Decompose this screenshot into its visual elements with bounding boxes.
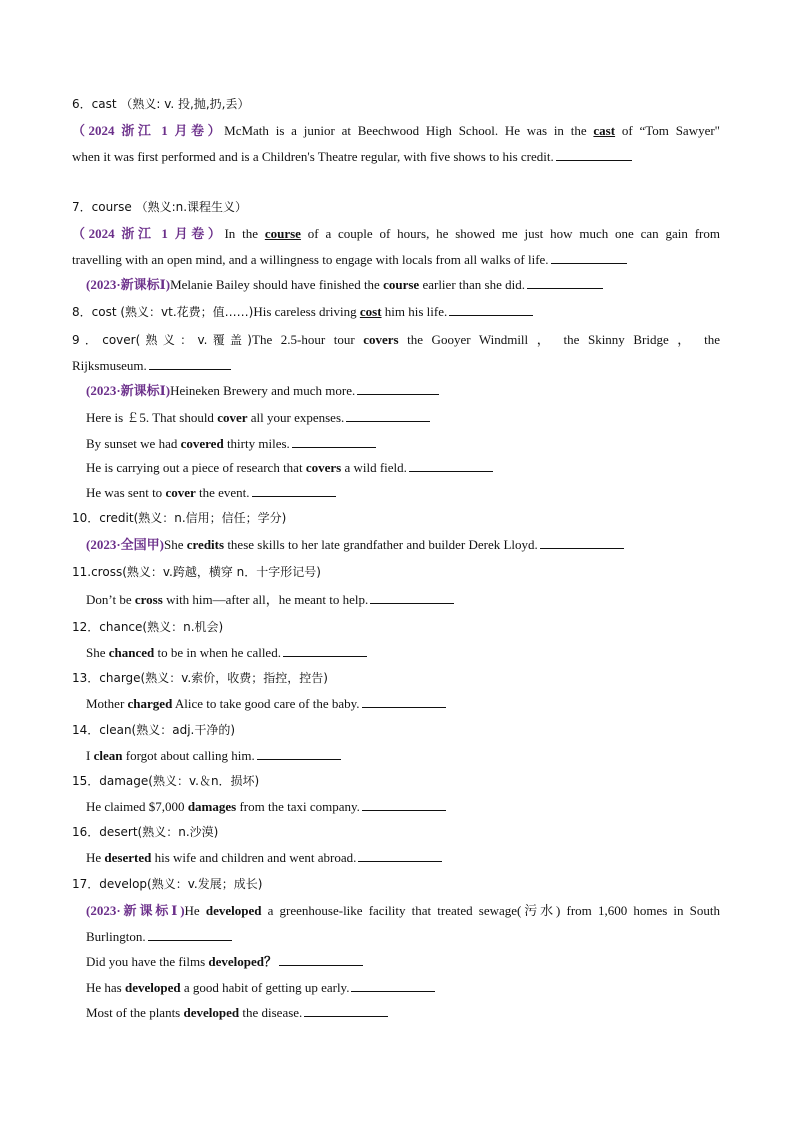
item-6-sentence-2: [72, 148, 632, 166]
sentence-text: He: [184, 903, 206, 918]
answer-blank[interactable]: [409, 459, 493, 472]
sentence-text: I: [86, 748, 94, 763]
answer-blank[interactable]: [556, 148, 632, 161]
sentence-text: to be in when he called.: [154, 645, 281, 660]
source-tag: （2024 浙江 1 月卷）: [72, 123, 225, 138]
item-7-heading: 7．course （熟义:n.课程生义）: [72, 200, 248, 214]
sentence-text: the disease.: [239, 1005, 303, 1020]
answer-blank[interactable]: [449, 303, 533, 316]
keyword: chanced: [108, 645, 155, 660]
answer-blank[interactable]: [551, 251, 627, 264]
sentence-text: travelling with an open mind, and a willingness to engage with locals from all walks of life.: [72, 252, 549, 267]
sentence-text: The 2.5-hour tour: [252, 332, 364, 347]
item-12-heading: 12．chance(熟义：n.机会): [72, 620, 224, 634]
sentence-text: Heineken Brewery and much more.: [170, 383, 356, 398]
sentence-text: these skills to her late grandfather and builder Derek Lloyd.: [224, 537, 538, 552]
item-17-sentence-cont: [86, 928, 232, 946]
answer-blank[interactable]: [362, 798, 446, 811]
item-15-heading: 15．damage(熟义：v.＆n．损坏): [72, 774, 260, 788]
item-17-sentence-1: [86, 902, 720, 920]
item-8-line: [72, 303, 533, 321]
sentence-text: Burlington.: [86, 929, 146, 944]
item-17-sentence-3: [86, 979, 435, 997]
sentence-text: his wife and children and went abroad.: [151, 850, 357, 865]
sentence-text: Mother: [86, 696, 128, 711]
item-14-sentence-1: [86, 747, 341, 765]
keyword: damages: [187, 799, 237, 814]
answer-blank[interactable]: [283, 644, 367, 657]
item-9-line: [72, 331, 720, 349]
answer-blank[interactable]: [358, 849, 442, 862]
sentence-text: She: [164, 537, 187, 552]
source-tag: (2023·新课标Ⅰ): [86, 383, 171, 398]
sentence-text: him his life.: [381, 304, 448, 319]
sentence-text: Most of the plants: [86, 1005, 184, 1020]
item-11-heading: 11.cross(熟义：v.跨越，横穿 n．十字形记号): [72, 565, 321, 579]
answer-blank[interactable]: [148, 928, 232, 941]
sentence-text: He was sent to: [86, 485, 166, 500]
item-6-heading: 6．cast （熟义: v. 投,抛,扔,丢）: [72, 97, 250, 111]
sentence-text: the event.: [195, 485, 250, 500]
sentence-text: He: [86, 850, 105, 865]
item-12-sentence-1: [86, 644, 367, 662]
source-tag: (2023·新课标Ⅰ): [86, 277, 171, 292]
sentence-text: In the: [224, 226, 265, 241]
answer-blank[interactable]: [252, 484, 336, 497]
item-16-heading: 16．desert(熟义：n.沙漠): [72, 825, 219, 839]
sentence-text: forgot about calling him.: [122, 748, 255, 763]
item-13-heading: 13．charge(熟义：v.索价，收费；指控，控告): [72, 671, 328, 685]
item-10-heading: 10．credit(熟义：n.信用；信任；学分): [72, 511, 287, 525]
sentence-text: thirty miles.: [223, 436, 290, 451]
sentence-text: of “Tom Sawyer": [615, 123, 720, 138]
keyword: credits: [186, 537, 225, 552]
answer-blank[interactable]: [351, 979, 435, 992]
sentence-text: with him—after all，he meant to help.: [162, 592, 369, 607]
source-tag: (2023·新课标Ⅰ): [86, 903, 185, 918]
source-tag: （2024 浙江 1 月卷）: [72, 226, 225, 241]
item-16-sentence-1: [86, 849, 442, 867]
keyword: covers: [363, 332, 399, 347]
sentence-text: Here is ￡5. That should: [86, 410, 218, 425]
keyword: covers: [305, 460, 342, 475]
keyword: charged: [127, 696, 173, 711]
keyword: course: [383, 277, 420, 292]
answer-blank[interactable]: [362, 695, 446, 708]
answer-blank[interactable]: [527, 276, 603, 289]
item-10-sentence-1: [86, 536, 624, 554]
keyword: covered: [180, 436, 224, 451]
sentence-text: when it was first performed and is a Children's Theatre regular, with five shows to his credit.: [72, 149, 554, 164]
source-tag: (2023·全国甲): [86, 537, 164, 552]
answer-blank[interactable]: [346, 409, 430, 422]
sentence-text: He claimed $7,000: [86, 799, 188, 814]
sentence-text: He has: [86, 980, 125, 995]
sentence-text: His careless driving: [253, 304, 360, 319]
answer-blank[interactable]: [149, 357, 231, 370]
item-15-sentence-1: [86, 798, 446, 816]
item-17-sentence-4: [86, 1004, 388, 1022]
item-9-heading: 9．cover(熟义：v.覆盖): [72, 333, 252, 347]
keyword: cover: [165, 485, 196, 500]
sentence-text: the Gooyer Windmill ， the Skinny Bridge ， the: [398, 332, 721, 347]
sentence-text: Melanie Bailey should have finished the: [170, 277, 384, 292]
answer-blank[interactable]: [370, 591, 454, 604]
item-9-sentence-2: [86, 382, 439, 400]
sentence-text: Did you have the films: [86, 954, 209, 969]
keyword: course: [264, 226, 301, 241]
sentence-text: all your expenses.: [247, 410, 345, 425]
item-9-sentence-6: [86, 484, 336, 502]
item-8-heading: 8．cost (熟义：vt.花费；值……): [72, 305, 254, 319]
sentence-text: earlier than she did.: [419, 277, 525, 292]
answer-blank[interactable]: [257, 747, 341, 760]
answer-blank[interactable]: [540, 536, 624, 549]
keyword: clean: [93, 748, 123, 763]
sentence-text: ？: [264, 954, 278, 969]
item-6-sentence-1: [72, 122, 720, 140]
sentence-text: He is carrying out a piece of research that: [86, 460, 306, 475]
sentence-text: a good habit of getting up early.: [180, 980, 350, 995]
item-7-sentence-3: [86, 276, 603, 294]
keyword: cost: [359, 304, 382, 319]
item-9-sentence-3: [86, 409, 430, 427]
keyword: developed: [183, 1005, 240, 1020]
keyword: cover: [217, 410, 248, 425]
item-11-sentence-1: [86, 591, 454, 609]
item-7-sentence-1: [72, 225, 720, 243]
item-9-sentence-cont: [72, 357, 231, 375]
item-9-sentence-5: [86, 459, 493, 477]
item-14-heading: 14．clean(熟义：adj.干净的): [72, 723, 236, 737]
answer-blank[interactable]: [279, 953, 363, 966]
sentence-text: She: [86, 645, 109, 660]
sentence-text: from the taxi company.: [236, 799, 360, 814]
item-17-sentence-2: [86, 953, 363, 971]
keyword: developed: [205, 903, 262, 918]
keyword: deserted: [104, 850, 152, 865]
answer-blank[interactable]: [357, 382, 439, 395]
keyword: cross: [134, 592, 163, 607]
answer-blank[interactable]: [292, 435, 376, 448]
keyword: cast: [593, 123, 616, 138]
sentence-text: Rijksmuseum.: [72, 358, 147, 373]
item-17-heading: 17．develop(熟义：v.发展；成长): [72, 877, 263, 891]
item-9-sentence-4: [86, 435, 376, 453]
sentence-text: of a couple of hours, he showed me just how much one can gain from: [300, 226, 720, 241]
sentence-text: Alice to take good care of the baby.: [172, 696, 360, 711]
item-13-sentence-1: [86, 695, 446, 713]
sentence-text: Don’t be: [86, 592, 135, 607]
item-7-sentence-2: [72, 251, 627, 269]
sentence-text: a wild field.: [341, 460, 407, 475]
keyword: developed: [125, 980, 181, 995]
sentence-text: By sunset we had: [86, 436, 181, 451]
keyword: developed: [208, 954, 265, 969]
answer-blank[interactable]: [304, 1004, 388, 1017]
sentence-text: McMath is a junior at Beechwood High School. He was in the: [224, 123, 594, 138]
sentence-text: a greenhouse-like facility that treated sewage(污水) from 1,600 homes in South: [261, 903, 721, 918]
